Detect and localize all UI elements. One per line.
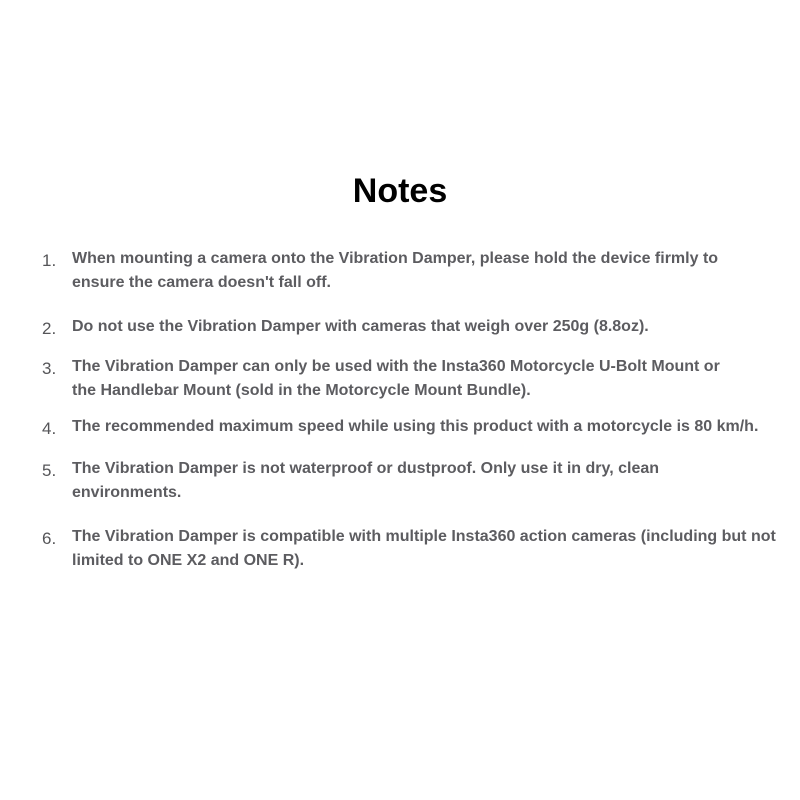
note-item-4 [42, 415, 782, 441]
note-text: The Vibration Damper can only be used with the Insta360 Motorcycle U-Bolt Mount or the Handlebar Mount (sold in the Motorcycle Mount Bundle). [72, 358, 720, 399]
note-text: The Vibration Damper is not waterproof or dustproof. Only use it in dry, clean environments. [72, 460, 660, 501]
note-text: When mounting a camera onto the Vibration Damper, please hold the device firmly to ensure the camera doesn't fall off. [72, 250, 719, 291]
note-item-1 [42, 247, 782, 295]
note-text: Do not use the Vibration Damper with cameras that weigh over 250g (8.8oz). [72, 318, 649, 335]
note-item-6 [42, 525, 782, 573]
note-number: 5. [42, 461, 57, 480]
note-item-3 [42, 355, 782, 403]
note-number: 4. [42, 419, 57, 438]
note-number: 6. [42, 529, 57, 548]
note-item-5 [42, 457, 782, 505]
note-text: The recommended maximum speed while using this product with a motorcycle is 80 km/h. [72, 418, 759, 435]
page-title: Notes [352, 172, 448, 210]
note-number: 2. [42, 319, 57, 338]
note-text: The Vibration Damper is compatible with multiple Insta360 action cameras (including but not limited to ONE X2 and ONE R). [72, 528, 776, 569]
note-number: 1. [42, 251, 57, 270]
note-item-2 [42, 315, 782, 341]
note-number: 3. [42, 359, 57, 378]
